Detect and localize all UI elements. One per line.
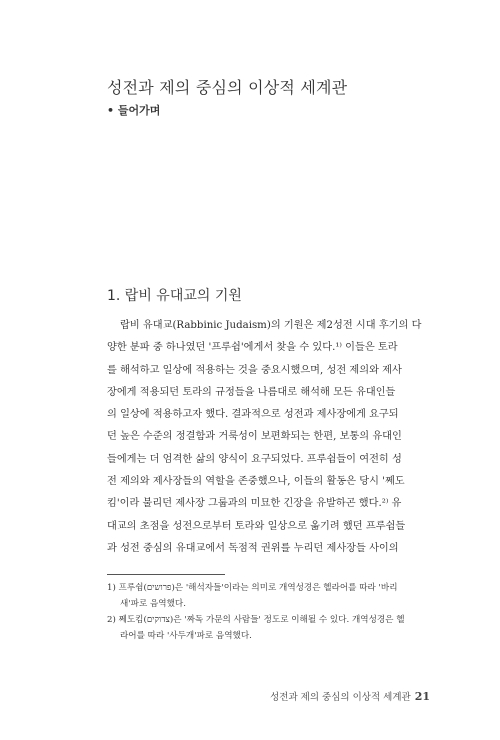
footnote-text: 2) 쩨도킴(צדוקים)은 '짜독 가문의 사람들' 정도로 이해될 수 있다. 개역성경은 헬 <box>107 615 405 625</box>
page-number: 21 <box>414 690 430 703</box>
running-header <box>270 689 430 703</box>
body-line: 전 제의와 제사장들의 역할을 존중했으나, 이들의 활동은 당시 '쩨도 <box>107 476 405 488</box>
body-line: 양한 분파 중 하나였던 '프루쉼'에게서 찾을 수 있다.¹⁾ 이들은 토라 <box>107 342 398 354</box>
body-paragraph <box>107 315 430 560</box>
body-line: 를 해석하고 일상에 적용하는 것을 중요시했으며, 성전 제의와 제사 <box>107 364 402 376</box>
body-line: 들에게는 더 엄격한 삶의 양식이 요구되었다. 프루쉼들이 여전히 성 <box>107 453 402 465</box>
footnote-text: 1) 프루쉼(פרושים)은 '해석자들'이라는 의미로 개역성경은 헬라어를 따라 '바리 <box>107 583 398 593</box>
body-line: 랍비 유대교(Rabbinic Judaism)의 기원은 제2성전 시대 후기의 다 <box>120 320 422 331</box>
body-line: 대교의 초점을 성전으로부터 토라와 일상으로 옮기려 했던 프루쉼들 <box>107 520 406 532</box>
body-line: 킴'이라 불리던 제사장 그룹과의 미묘한 긴장을 유발하곤 했다.²⁾ 유 <box>107 498 402 510</box>
footnotes <box>107 580 430 644</box>
chapter-title: 성전과 제의 중심의 이상적 세계관 <box>107 78 348 97</box>
running-header-title: 성전과 제의 중심의 이상적 세계관 <box>270 692 411 703</box>
footnote-text: 라어를 따라 '사두개'파로 음역했다. <box>120 631 252 641</box>
body-line: 과 성전 중심의 유대교에서 독점적 권위를 누리던 제사장들 사이의 <box>107 542 399 554</box>
section-heading: 1. 랍비 유대교의 기원 <box>107 288 242 304</box>
body-line: 던 높은 수준의 정결함과 거룩성이 보편화되는 한편, 보통의 유대인 <box>107 431 402 443</box>
footnote-2 <box>107 612 430 644</box>
body-line: 장에게 적용되던 토라의 규정들을 나름대로 해석해 모든 유대인들 <box>107 386 396 398</box>
footnote-text: 새'파로 음역했다. <box>120 599 186 609</box>
body-line: 의 일상에 적용하고자 했다. 결과적으로 성전과 제사장에게 요구되 <box>107 409 399 421</box>
chapter-subtitle: • 들어가며 <box>107 104 161 117</box>
footnote-rule <box>107 574 225 575</box>
footnote-1 <box>107 580 430 612</box>
